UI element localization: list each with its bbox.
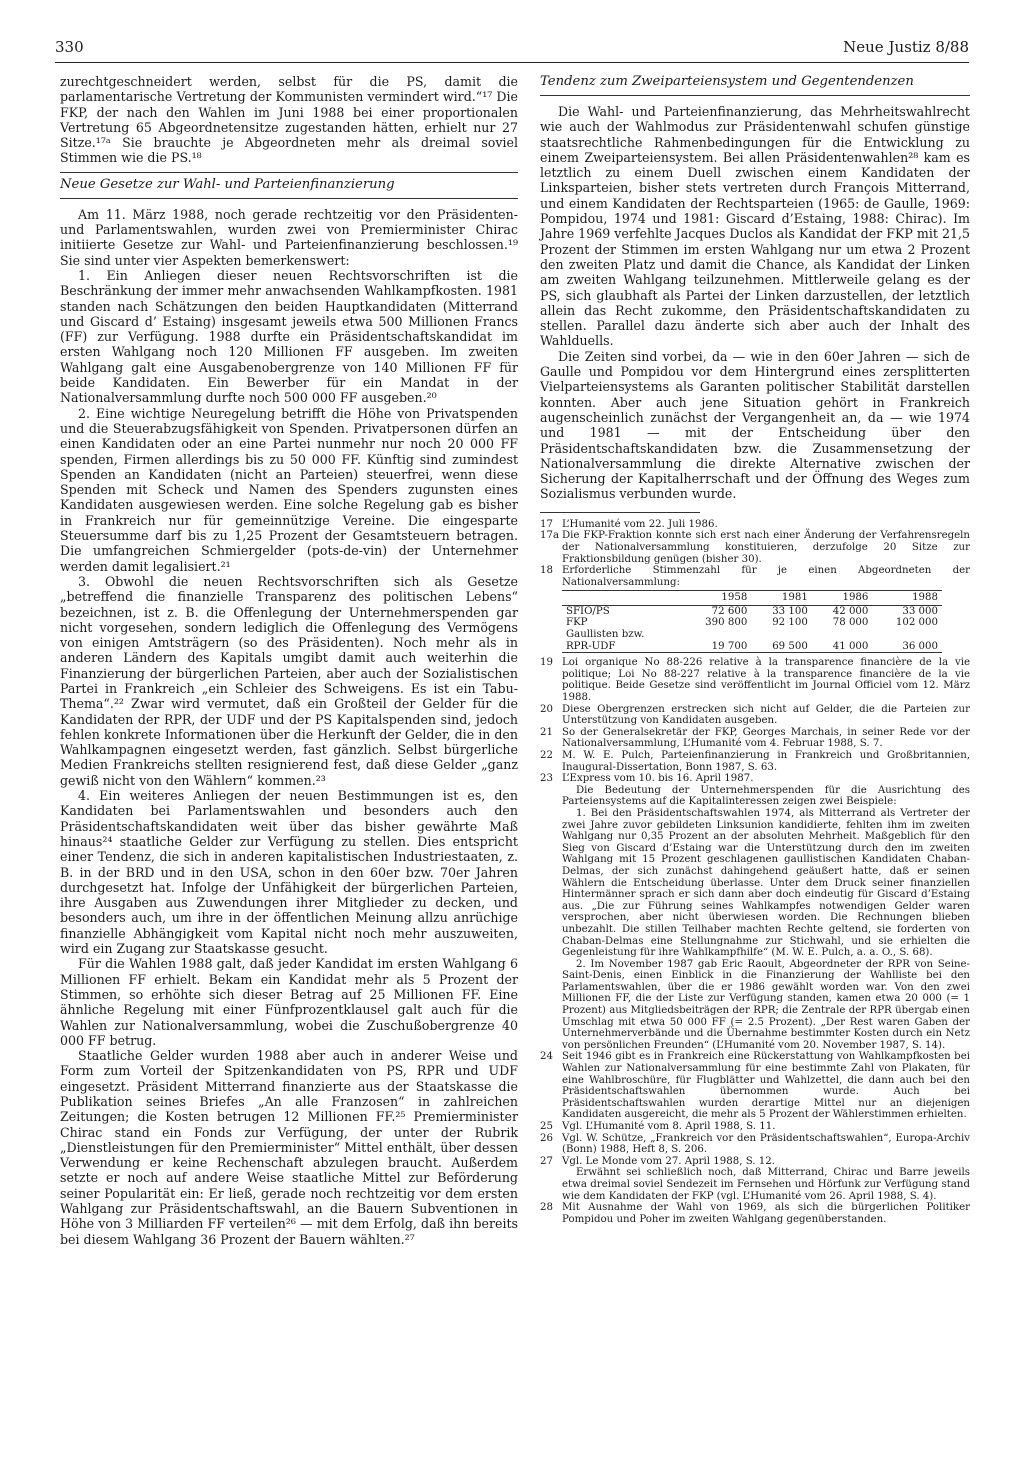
section-heading-twoparty: Tendenz zum Zweiparteiensystem und Gegentendenzen (540, 74, 970, 96)
votes-per-seat-table (562, 590, 942, 653)
footnote: 17 L’Humanité vom 22. Juli 1986. (540, 518, 718, 530)
paragraph: Die Wahl- und Parteienfinanzierung, das Mehrheitswahlrecht wie auch der Wahlmodus zur Präsidentenwahl schufen günstige staatsrechtliche Rahmenbedingungen für die Entwicklung zu einem Zweiparteiensystem. Bei allen Präsidentenwahlen²⁸ kam es letztlich zu einem Duell zwischen einem Kandidaten der Linksparteien, bisher stets vertreten durch François Mitterrand, und einem Kandidaten der Rechtsparteien (1965: de Gaulle, 1969: Pompidou, 1974 und 1981: Giscard d’Estaing, 1988: Chirac). Im Jahre 1969 verfehlte Jacques Duclos als Kandidat der FKP mit 21,5 Prozent der Stimmen im ersten Wahlgang nur um etwa 2 Prozent den zweiten Platz und damit die Chance, als Kandidat der Linken am zweiten Wahlgang teilzunehmen. Mittlerweile gelang es der PS, sich glaubhaft als Partei der Linken darzustellen, der letztlich allein das Recht zukomme, den Präsidentschaftskandidaten zu stellen. Parallel dazu änderte sich aber auch der Inhalt des Wahlduells. (540, 104, 970, 349)
paragraph: Für die Wahlen 1988 galt, daß jeder Kandidat im ersten Wahlgang 6 Millionen FF erhielt. Bekam ein Kandidat mehr als 5 Prozent der Stimmen, so erhöhte sich dieser Betrag auf 25 Millionen FF. Eine ähnliche Regelung mit einer Fünfprozentklausel galt auch für die Wahlen zur Nationalversammlung, wobei die Zuschußobergrenze 40 000 FF betrug. (60, 956, 518, 1048)
footnote-continuation: Erwähnt sei schließlich noch, daß Mitterrand, Chirac und Barre jeweils etwa dreimal soviel Sendezeit im Fernsehen und Hörfunk zur Verfügung stand wie dem Kandidaten der FKP (vgl. L’Humanité vom 26. April 1988, S. 4). (562, 1167, 970, 1202)
footnote-continuation: Die Bedeutung der Unternehmerspenden für die Ausrichtung des Parteiensystems auf die Kapitalinteressen zeigen zwei Beispiele: (562, 784, 970, 808)
footnote: 22 M. W. E. Pulch, Parteienfinanzierung in Frankreich und Großbritannien, Inaugural-Dissertation, Bonn 1987, S. 63. (540, 750, 970, 773)
paragraph: 1. Ein Anliegen dieser neuen Rechtsvorschriften ist die Beschränkung der immer mehr anwachsenden Wahlkampfkosten. 1981 standen nach Schätzungen den beiden Hauptkandidaten (Mitterrand und Giscard d’ Estaing) insgesamt jeweils etwa 500 Millionen Francs (FF) zur Verfügung. 1988 durfte ein Präsidentschaftskandidat im ersten Wahlgang noch 120 Millionen FF ausgeben. Im zweiten Wahlgang galt eine Ausgabenobergrenze von 140 Millionen FF für beide Kandidaten. Ein Bewerber für ein Mandat in der Nationalversammlung durfte noch 500 000 FF ausgeben.²⁰ (60, 267, 518, 406)
left-column (60, 74, 518, 1247)
table-row: RPR-UDF 19 700 69 500 41 000 36 000 (562, 641, 942, 653)
footnote: 27 Vgl. Le Monde vom 27. April 1988, S. 12. (540, 1155, 775, 1167)
footnote: 26 Vgl. W. Schütze, „Frankreich vor den Präsidentschaftswahlen“, Europa-Archiv (Bonn) 1988, Heft 8, S. 206. (540, 1132, 970, 1156)
right-column (540, 74, 970, 1225)
footnote: 18 Erforderliche Stimmenzahl für je einen Abgeordneten der Nationalversammlung: (540, 565, 970, 588)
footnote: 25 Vgl. L’Humanité vom 8. April 1988, S. 11. (540, 1121, 776, 1132)
section-heading-finance: Neue Gesetze zur Wahl- und Parteienfinanzierung (60, 172, 518, 199)
paragraph: 3. Obwohl die neuen Rechtsvorschriften sich als Gesetze „betreffend die finanzielle Transparenz des politischen Lebens“ bezeichnen, ist z. B. die Offenlegung der Unternehmerspenden gar nicht vorgesehen, sondern lediglich die Offenlegung des Vermögens von einigen Amtsträgern (so des Präsidenten). Noch mehr als in anderen Ländern des Kapitals umgibt damit auch weiterhin die Finanzierung der bürgerlichen Parteien, aber auch der Sozialistischen Partei in Frankreich „ein Schleier des Schweigens. Es ist ein Tabu-Thema“.²² Zwar wird vermutet, daß ein Großteil der Gelder für die Kandidaten der RPR, der UDF und der PS Kapitalspenden sind, jedoch fehlen konkrete Informationen über die Herkunft der Gelder, die in den Wahlkampagnen eingesetzt werden, fast gänzlich. Selbst bürgerliche Medien Frankreichs stellten resignierend fest, daß diese Gelder „ganz gewiß nicht von den Wählern“ kommen.²³ (60, 573, 518, 788)
table-row: Gaullisten bzw. (566, 629, 645, 641)
table-header-row: 1958 1981 1986 1988 (562, 591, 942, 606)
page-number: 330 (55, 38, 84, 56)
footnote-continuation: 1. Bei den Präsidentschaftswahlen 1974, als Mitterrand als Vertreter der zwei Jahre zuvor gebildeten Linksunion kandidierte, fehlten ihm im zweiten Wahlgang nur 0,35 Prozent an der absoluten Mehrheit. Maßgeblich für den Sieg von Giscard d’Estaing war die Unterstützung durch den im zweiten Wahlgang mit 15 Prozent geschlagenen gaullistischen Kandidaten Chaban-Delmas, der sich zunächst dahingehend geäußert hatte, daß er seinen Wählern die Entscheidung überlasse. Unter dem Druck seiner finanziellen Hintermänner sprach er sich dann aber doch eindeutig für Giscard d’Estaing aus. „Die zur Führung seines Wahlkampfes notwendigen Gelder waren versprochen, aber nicht überwiesen worden. Die Rechnungen blieben unbezahlt. Die stillen Teilhaber machten Rechte geltend, sie forderten von Chaban-Delmas eine Stellungnahme zur Stichwahl, und sie erhielten die Gegenleistung für ihre Wahlkampfhilfe“ (M. W. E. Pulch, a. a. O., S. 68). (562, 807, 970, 959)
paragraph: Staatliche Gelder wurden 1988 aber auch in anderer Weise und Form zum Vorteil der Spitzenkandidaten von PS, RPR und UDF eingesetzt. Präsident Mitterrand finanzierte aus der Staatskasse die Publikation seines Briefes „An alle Franzosen“ in zahlreichen Zeitungen; die Kosten betrugen 12 Millionen FF.²⁵ Premierminister Chirac stand ein Fonds zur Verfügung, der unter der Rubrik „Dienstleistungen für den Premierminister“ Mittel enthält, über dessen Verwendung er keine Rechenschaft abzulegen braucht. Außerdem setzte er noch auf andere Weise staatliche Mittel zur Beförderung seiner Popularität ein: Er ließ, gerade noch rechtzeitig vor dem ersten Wahlgang zur Präsidentschaftswahl, an die Bauern Subventionen in Höhe von 3 Milliarden FF verteilen²⁶ — mit dem Erfolg, daß ihn bereits bei diesem Wahlgang 36 Prozent der Bauern wählten.²⁷ (60, 1048, 518, 1247)
footnote: 19 Loi organique No 88-226 relative à la transparence financière de la vie politique; Loi No 88-227 relative à la transparence financière de la vie politique. Beide Gesetze sind veröffentlicht im Journal Officiel vom 12. März 1988. (540, 657, 970, 704)
footnote: 23 L’Express vom 10. bis 16. April 1987. (540, 773, 754, 785)
paragraph: Die Zeiten sind vorbei, da — wie in den 60er Jahren — sich de Gaulle und Pompidou vor dem Hintergrund eines zersplitterten Vielparteiensystems als Garanten politischer Stabilität darstellen konnten. Aber auch jene Situation gehört in Frankreich augenscheinlich zunächst der Vergangenheit an, da — wie 1974 und 1981 — mit der Entscheidung über den Präsidentschaftskandidaten bzw. die Zusammensetzung der Nationalversammlung die direkte Alternative zwischen der Sicherung der Kapitalherrschaft und der Öffnung des Weges zum Sozialismus verbunden wurde. (540, 348, 970, 502)
paragraph: 2. Eine wichtige Neuregelung betrifft die Höhe von Privatspenden und die Steuerabzugsfähigkeit von Spenden. Privatpersonen dürfen an einen Kandidaten oder an eine Partei nunmehr nur noch 20 000 FF spenden, Firmen allerdings bis zu 50 000 FF. Künftig sind zumindest Spenden an Kandidaten (nicht an Parteien) steuerfrei, wenn diese Spenden mit Scheck und Namen des Spenders zugunsten eines Kandidaten ausgewiesen werden. Eine solche Regelung gab es bisher in Frankreich nur für gemeinnützige Vereine. Die eingesparte Steuersumme darf bis zu 1,25 Prozent der Gesamtsteuern betragen. Die umfangreichen Schmiergelder (pots-de-vin) der Unternehmer werden damit legalisiert.²¹ (60, 405, 518, 574)
footnote: 24 Seit 1946 gibt es in Frankreich eine Rückerstattung von Wahlkampfkosten bei Wahlen zur Nationalversammlung für eine bestimmte Zahl von Plakaten, für eine Wahlbroschüre, für Flugblätter und Wahlzettel, die dann auch bei den Präsidentschaftswahlen übernommen wurde. Auch bei Präsidentschaftswahlen wurden derartige Mittel nur an diejenigen Kandidaten ausgereicht, die mehr als 5 Prozent der Wählerstimmen erhielten. (540, 1051, 970, 1121)
table-row: SFIO/PS 72 600 33 100 42 000 33 000 (566, 605, 938, 617)
footnote-rule (540, 512, 700, 513)
footnote-continuation: 2. Im November 1987 gab Eric Raoult, Abgeordneter der RPR von Seine-Saint-Denis, einen Einblick in die Finanzierung der Wahlliste bei den Parlamentswahlen, über die er 1986 gewählt worden war. Von den zwei Millionen FF, die der Liste zur Verfügung standen, kamen etwa 20 000 (= 1 Prozent) aus Mitgliedsbeiträgen der RPR; die Zentrale der RPR übergab einen Umschlag mit etwa 50 000 FF (= 2.5 Prozent). „Der Rest waren Gaben der Unternehmerverbände und die Übernahme bestimmter Kosten durch ein Netz von persönlichen Freunden“ (L’Humanité vom 20. November 1987, S. 14). (562, 958, 970, 1051)
journal-title: Neue Justiz 8/88 (843, 38, 969, 56)
paragraph: Am 11. März 1988, noch gerade rechtzeitig vor den Präsidenten- und Parlamentswahlen, wurden zwei von Premierminister Chirac initiierte Gesetze zur Wahl- und Parteienfinanzierung beschlossen.¹⁹ Sie sind unter vier Aspekten bemerkenswert: (60, 206, 518, 268)
footnote: 20 Diese Obergrenzen erstrecken sich nicht auf Gelder, die die Parteien zur Unterstützung von Kandidaten ausgeben. (540, 703, 970, 727)
header-rule (55, 62, 969, 63)
footnote: 21 So der Generalsekretär der FKP, Georges Marchais, in seiner Rede vor der Nationalversammlung, L’Humanité vom 4. Februar 1988, S. 7. (540, 726, 970, 750)
table-row: FKP 390 800 92 100 78 000 102 000 (566, 617, 938, 629)
intro-paragraph: zurechtgeschneidert werden, selbst für die PS, damit die parlamentarische Vertretung der Kommunisten vermindert wird.“¹⁷ Die FKP, der nach den Wahlen im Juni 1988 bei einer proportionalen Vertretung 65 Abgeordnetensitze zugestanden hätten, erhielt nur 27 Sitze.¹⁷ᵃ Sie brauchte je Abgeordneten mehr als dreimal soviel Stimmen wie die PS.¹⁸ (60, 74, 518, 166)
footnote: 28 Mit Ausnahme der Wahl von 1969, als sich die bürgerlichen Politiker Pompidou und Poher im zweiten Wahlgang gegenüberstanden. (540, 1202, 970, 1225)
footnote: 17a Die FKP-Fraktion konnte sich erst nach einer Änderung der Verfahrensregeln der Nationalversammlung konstituieren, derzufolge 20 Sitze zur Fraktionsbildung genügen (bisher 30). (540, 530, 970, 565)
paragraph: 4. Ein weiteres Anliegen der neuen Bestimmungen ist es, den Kandidaten bei Parlamentswahlen und besonders auch den Präsidentschaftskandidaten weit über das bisher gewährte Maß hinaus²⁴ staatliche Gelder zur Verfügung zu stellen. Dies entspricht einer Tendenz, die sich in anderen kapitalistischen Industriestaaten, z. B. in der BRD und in den USA, schon in den 60er bzw. 70er Jahren durchgesetzt hat. Infolge der Unfähigkeit der bürgerlichen Parteien, ihre Ausgaben aus Zuwendungen ihrer Mitglieder zu decken, und besonders auch, um ihre in der öffentlichen Meinung allzu anrüchige finanzielle Abhängigkeit vom Kapital nicht noch mehr auszuweiten, wird ein Zugang zur Staatskasse gesucht. (60, 788, 518, 957)
